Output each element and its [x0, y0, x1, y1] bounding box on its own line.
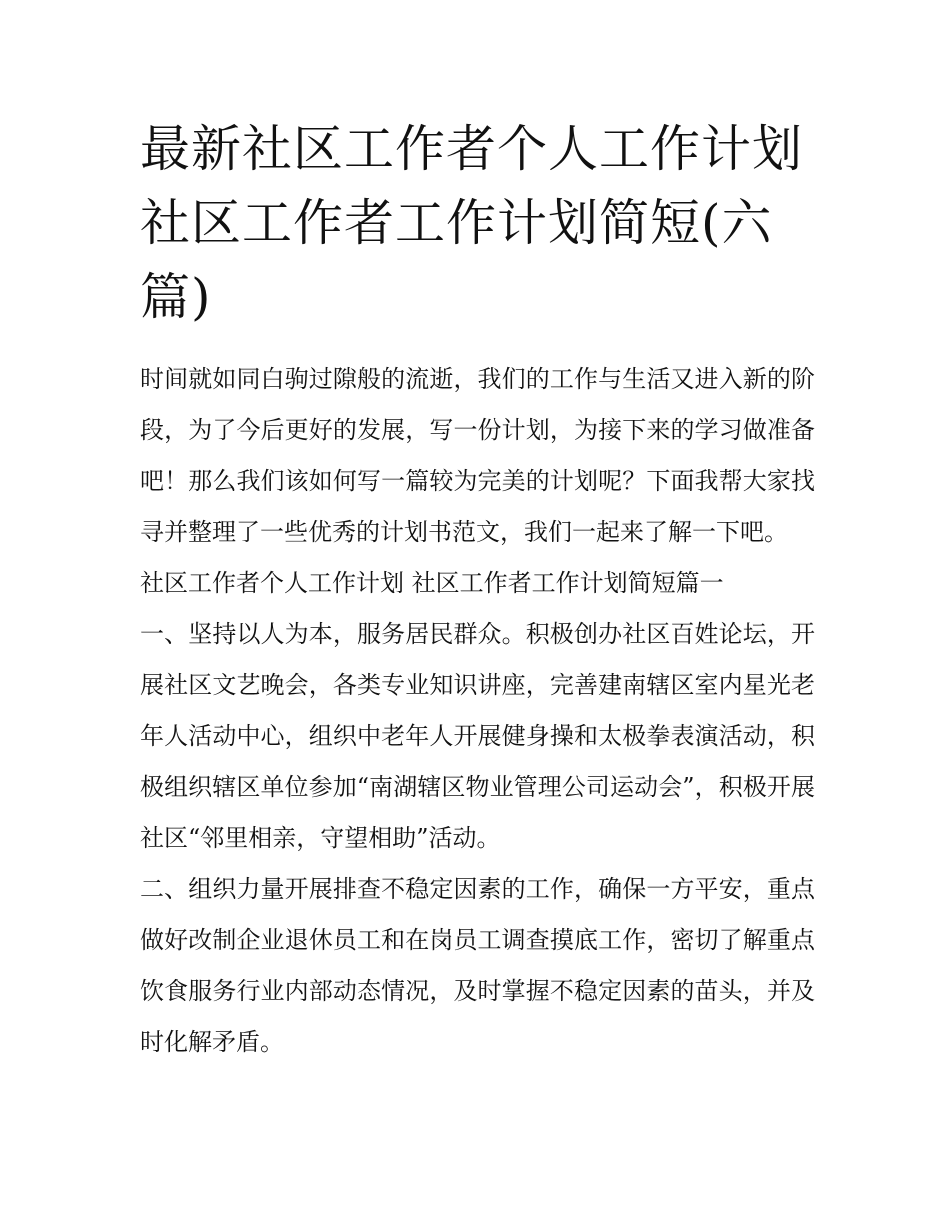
- document-page: [140, 112, 815, 1068]
- intro-paragraph: 时间就如同白驹过隙般的流逝，我们的工作与生活又进入新的阶段，为了今后更好的发展，写一份计划，为接下来的学习做准备吧！那么我们该如何写一篇较为完美的计划呢？下面我帮大家找寻并整理了一些优秀的计划书范文，我们一起来了解一下吧。: [140, 365, 815, 546]
- item-paragraph-1: 一、坚持以人为本，服务居民群众。积极创办社区百姓论坛，开展社区文艺晚会，各类专业知识讲座，完善建南辖区室内星光老年人活动中心，组织中老年人开展健身操和太极拳表演活动，积极组织辖区单位参加“南湖辖区物业管理公司运动会”，积极开展社区“邻里相亲，守望相助”活动。: [140, 620, 815, 852]
- section-heading: 社区工作者个人工作计划 社区工作者工作计划简短篇一: [140, 569, 724, 597]
- item-paragraph-2: 二、组织力量开展排查不稳定因素的工作，确保一方平安，重点做好改制企业退休员工和在岗员工调查摸底工作，密切了解重点饮食服务行业内部动态情况，及时掌握不稳定因素的苗头，并及时化解矛盾。: [140, 875, 815, 1056]
- document-title: 最新社区工作者个人工作计划 社区工作者工作计划简短(六篇): [140, 120, 803, 326]
